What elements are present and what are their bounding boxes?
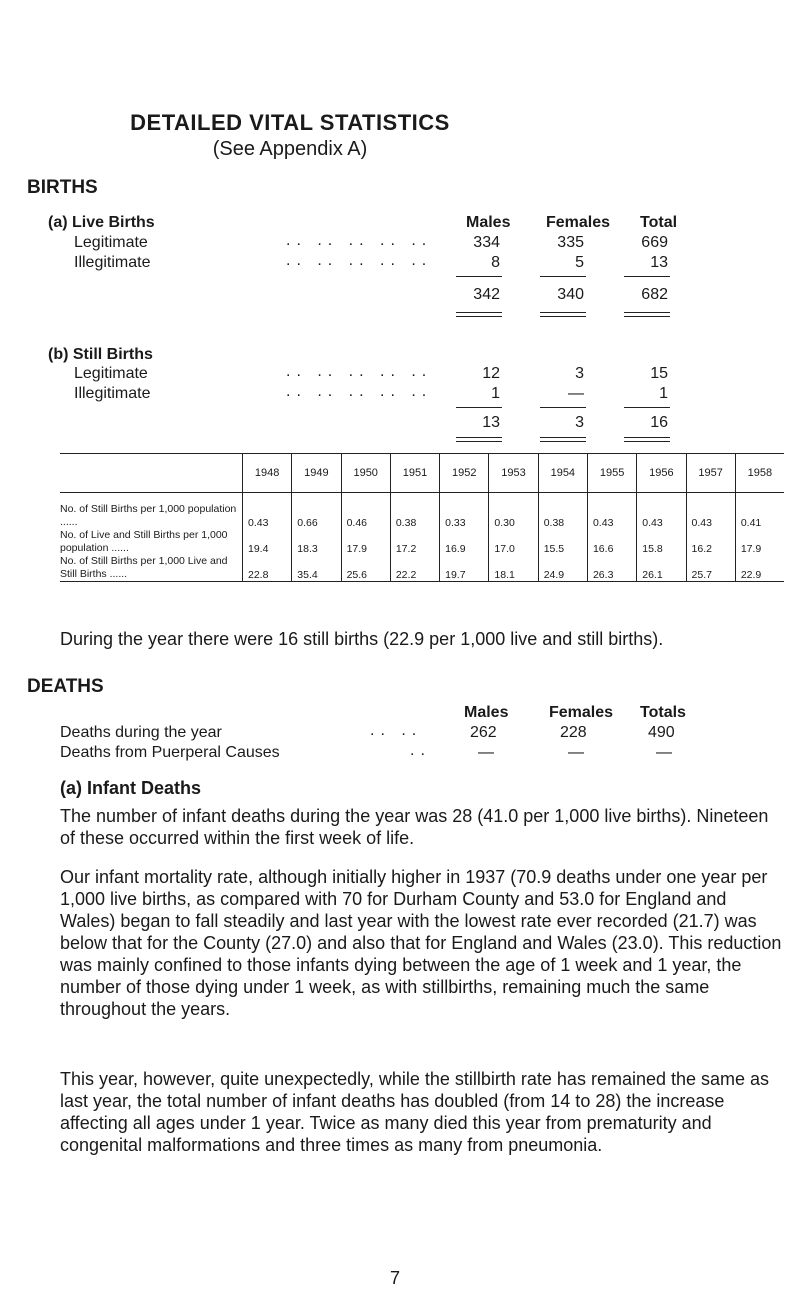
table-cell: 0.66 xyxy=(292,493,341,530)
deaths-col-males: Males xyxy=(464,704,509,721)
still-legit-label: Legitimate xyxy=(74,365,148,382)
page-number: 7 xyxy=(390,1268,401,1288)
still-legit-total: 15 xyxy=(650,365,668,382)
still-legit-females: 3 xyxy=(575,365,584,382)
table-cell: 24.9 xyxy=(538,555,587,582)
table-cell: 25.6 xyxy=(341,555,390,582)
infant-deaths-heading: (a) Infant Deaths xyxy=(60,778,202,798)
leader-dots: .. .. .. .. .. xyxy=(286,252,433,269)
table-cell: 17.9 xyxy=(341,529,390,555)
still-total-total: 16 xyxy=(650,414,668,431)
table-row xyxy=(60,555,784,582)
table-cell: 18.1 xyxy=(489,555,538,582)
table-cell: 22.8 xyxy=(243,555,292,582)
double-rule xyxy=(624,312,670,317)
row-label: No. of Live and Still Births per 1,000 population ...... xyxy=(60,529,228,554)
table-cell: 16.9 xyxy=(440,529,489,555)
table-cell: 17.0 xyxy=(489,529,538,555)
still-illegit-total: 1 xyxy=(659,385,668,402)
puerperal-total: — xyxy=(656,744,672,761)
year-header: 1953 xyxy=(489,454,538,493)
double-rule xyxy=(456,312,502,317)
year-header: 1956 xyxy=(637,454,686,493)
live-illegit-females: 5 xyxy=(575,254,584,271)
table-cell: 0.38 xyxy=(538,493,587,530)
live-legit-total: 669 xyxy=(641,234,668,251)
infant-paragraph: The number of infant deaths during the year was 28 (41.0 per 1,000 live births). Nineteen of these occurred within the first week of life. xyxy=(60,806,769,848)
live-total-total: 682 xyxy=(641,286,668,303)
live-total-males: 342 xyxy=(473,286,500,303)
leader-dots: .. .. .. .. .. xyxy=(286,232,433,249)
deaths-total: 490 xyxy=(648,724,675,741)
table-cell: 22.2 xyxy=(390,555,439,582)
leader-dots: .. .. .. .. .. xyxy=(286,363,433,380)
row-label: No. of Still Births per 1,000 population ...... xyxy=(60,503,237,528)
live-births-label: (a) Live Births xyxy=(48,214,155,231)
double-rule xyxy=(540,437,586,442)
year-header: 1957 xyxy=(686,454,735,493)
year-header: 1949 xyxy=(292,454,341,493)
table-cell: 0.33 xyxy=(440,493,489,530)
still-births-note: During the year there were 16 still births (22.9 per 1,000 live and still births). xyxy=(60,629,664,649)
year-header: 1955 xyxy=(587,454,636,493)
year-header: 1950 xyxy=(341,454,390,493)
table-cell: 16.6 xyxy=(587,529,636,555)
leader-dots: .. xyxy=(410,742,431,759)
rule xyxy=(624,276,670,277)
col-total: Total xyxy=(640,214,678,231)
page-title: DETAILED VITAL STATISTICS xyxy=(130,110,450,135)
year-header: 1954 xyxy=(538,454,587,493)
year-header: 1951 xyxy=(390,454,439,493)
table-cell: 19.7 xyxy=(440,555,489,582)
table-cell: 35.4 xyxy=(292,555,341,582)
puerperal-females: — xyxy=(568,744,584,761)
table-cell: 0.43 xyxy=(587,493,636,530)
infant-paragraph: This year, however, quite unexpectedly, while the stillbirth rate has remained the same as last year, the total number of infant deaths has doubled (from 14 to 28) the increase affecting all ages under 1 year. Twice as many died this year from prematurity and congenital malformations and three times as many from pneumonia. xyxy=(60,1069,770,1155)
table-corner xyxy=(60,454,243,493)
leader-dots: .. .. xyxy=(370,722,423,739)
rule xyxy=(540,276,586,277)
table-cell: 15.8 xyxy=(637,529,686,555)
table-row xyxy=(60,529,784,555)
year-header: 1958 xyxy=(735,454,784,493)
double-rule xyxy=(540,312,586,317)
page-subtitle: (See Appendix A) xyxy=(212,138,368,160)
rule xyxy=(624,407,670,408)
table-cell: 17.9 xyxy=(735,529,784,555)
live-legit-males: 334 xyxy=(473,234,500,251)
table-cell: 25.7 xyxy=(686,555,735,582)
table-cell: 26.1 xyxy=(637,555,686,582)
still-births-label: (b) Still Births xyxy=(48,346,153,363)
col-females: Females xyxy=(546,214,611,231)
table-cell: 18.3 xyxy=(292,529,341,555)
table-cell: 19.4 xyxy=(243,529,292,555)
double-rule xyxy=(456,437,502,442)
table-cell: 0.43 xyxy=(686,493,735,530)
rule xyxy=(540,407,586,408)
deaths-males: 262 xyxy=(470,724,497,741)
still-total-females: 3 xyxy=(575,414,584,431)
deaths-row-label: Deaths during the year xyxy=(60,724,222,741)
col-males: Males xyxy=(466,214,511,231)
live-legit-females: 335 xyxy=(557,234,584,251)
still-illegit-males: 1 xyxy=(491,385,500,402)
deaths-females: 228 xyxy=(560,724,587,741)
still-total-males: 13 xyxy=(482,414,500,431)
puerperal-row-label: Deaths from Puerperal Causes xyxy=(60,744,280,761)
table-cell: 0.46 xyxy=(341,493,390,530)
table-cell: 26.3 xyxy=(587,555,636,582)
live-legit-label: Legitimate xyxy=(74,234,148,251)
year-header: 1952 xyxy=(440,454,489,493)
year-header: 1948 xyxy=(243,454,292,493)
table-cell: 0.43 xyxy=(243,493,292,530)
still-illegit-label: Illegitimate xyxy=(74,385,151,402)
live-illegit-total: 13 xyxy=(650,254,668,271)
table-cell: 17.2 xyxy=(390,529,439,555)
table-row xyxy=(60,493,784,530)
table-cell: 22.9 xyxy=(735,555,784,582)
rule xyxy=(456,407,502,408)
deaths-col-totals: Totals xyxy=(640,704,686,721)
table-cell: 16.2 xyxy=(686,529,735,555)
still-legit-males: 12 xyxy=(482,365,500,382)
puerperal-males: — xyxy=(478,744,494,761)
table-cell: 0.43 xyxy=(637,493,686,530)
infant-paragraph: Our infant mortality rate, although initially higher in 1937 (70.9 deaths under one year per 1,000 live births, as compared with 70 for Durham County and 53.0 for England and Wales) began to fall steadily and last year with the lowest rate ever recorded (21.7) was below that for the County (27.0) and also that for England and Wales (23.0). This reduction was mainly confined to those infants dying between the age of 1 week and 1 year, the number of those dying under 1 week, as with stillbirths, remaining much the same throughout the years. xyxy=(60,867,782,1019)
still-illegit-females: — xyxy=(568,385,584,402)
deaths-col-females: Females xyxy=(549,704,614,721)
table-header-row xyxy=(60,454,784,493)
births-heading: BIRTHS xyxy=(27,177,98,198)
live-illegit-label: Illegitimate xyxy=(74,254,151,271)
yearly-statistics-table xyxy=(60,453,784,582)
rule xyxy=(456,276,502,277)
leader-dots: .. .. .. .. .. xyxy=(286,383,433,400)
table-cell: 15.5 xyxy=(538,529,587,555)
table-cell: 0.38 xyxy=(390,493,439,530)
deaths-heading: DEATHS xyxy=(27,676,104,697)
live-illegit-males: 8 xyxy=(491,254,500,271)
row-label: No. of Still Births per 1,000 Live and Still Births ...... xyxy=(60,555,243,582)
double-rule xyxy=(624,437,670,442)
table-cell: 0.41 xyxy=(735,493,784,530)
live-total-females: 340 xyxy=(557,286,584,303)
table-cell: 0.30 xyxy=(489,493,538,530)
